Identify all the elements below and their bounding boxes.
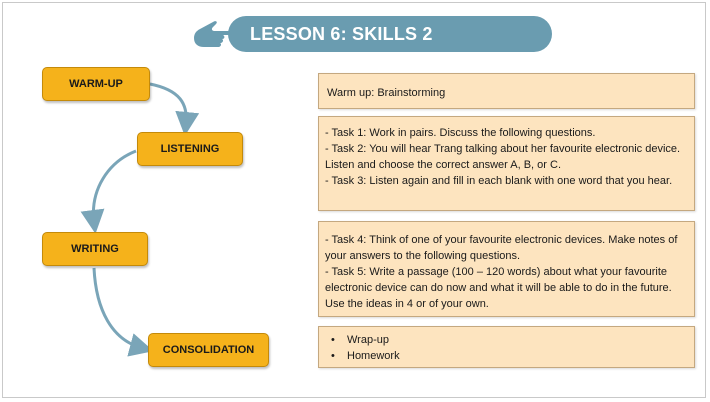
- step-listening[interactable]: [137, 132, 243, 166]
- step-consolidation-label: CONSOLIDATION: [162, 344, 255, 356]
- step-warmup[interactable]: [42, 67, 150, 101]
- listening-task-1: - Task 1: Work in pairs. Discuss the following questions.: [325, 127, 596, 139]
- page-title: LESSON 6: SKILLS 2: [228, 16, 552, 52]
- writing-task-5: - Task 5: Write a passage (100 – 120 words) about what your favourite electronic device can do now and what it will be able to do in the future. Use the ideas in 4 or of your own.: [325, 266, 672, 310]
- step-writing[interactable]: [42, 232, 148, 266]
- step-writing-label: WRITING: [71, 243, 119, 255]
- writing-box: [318, 221, 695, 317]
- writing-task-4: - Task 4: Think of one of your favourite electronic devices. Make notes of your answers to the following questions.: [325, 234, 678, 262]
- listening-task-2: - Task 2: You will hear Trang talking about her favourite electronic device. Listen and choose the correct answer A, B, or C.: [325, 143, 681, 171]
- listening-box: [318, 116, 695, 211]
- step-consolidation[interactable]: [148, 333, 269, 367]
- list-item: • Homework: [343, 348, 688, 364]
- consolidation-list: [325, 332, 688, 364]
- warmup-box: [318, 73, 695, 109]
- list-item: • Wrap-up: [343, 332, 688, 348]
- listening-task-3: - Task 3: Listen again and fill in each blank with one word that you hear.: [325, 175, 673, 187]
- step-warmup-label: WARM-UP: [69, 78, 123, 90]
- step-listening-label: LISTENING: [160, 143, 220, 155]
- consolidation-box: [318, 326, 695, 368]
- warmup-text: Warm up: Brainstorming: [327, 87, 446, 99]
